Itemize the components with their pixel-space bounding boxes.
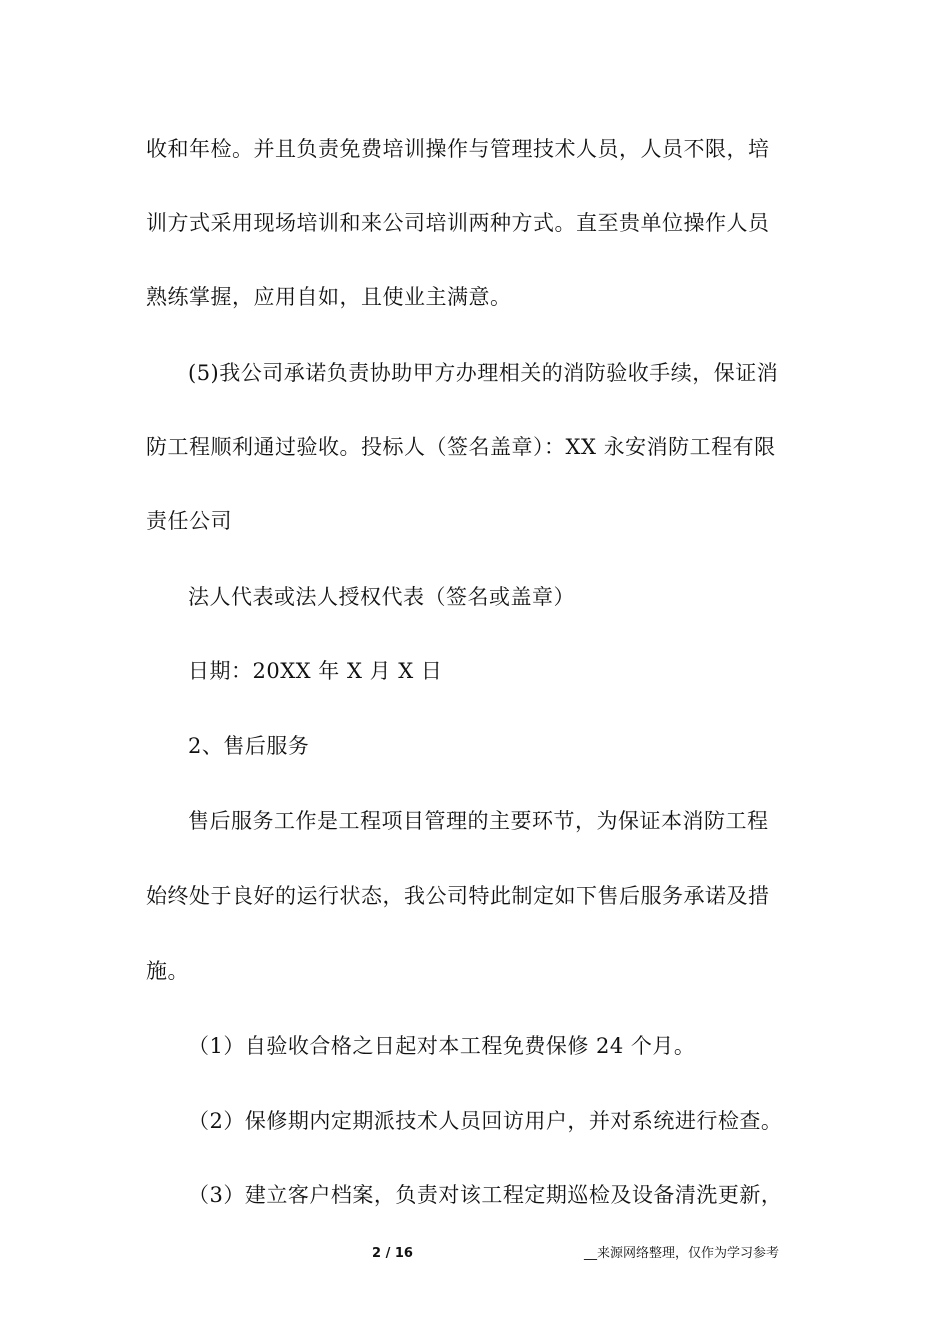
signature-line: 法人代表或法人授权代表（签名或盖章） bbox=[188, 585, 575, 609]
paragraph-line: 防工程顺利通过验收。投标人（签名盖章）：XX 永安消防工程有限 bbox=[146, 435, 776, 459]
paragraph-line: 售后服务工作是工程项目管理的主要环节，为保证本消防工程 bbox=[188, 809, 769, 833]
paragraph-line: (5)我公司承诺负责协助甲方办理相关的消防验收手续，保证消 bbox=[188, 361, 779, 385]
paragraph-line: 熟练掌握，应用自如，且使业主满意。 bbox=[146, 285, 512, 309]
section-heading: 2、售后服务 bbox=[188, 734, 310, 758]
paragraph-line: 责任公司 bbox=[146, 509, 232, 533]
date-line: 日期：20XX 年 X 月 X 日 bbox=[188, 659, 443, 683]
source-note: __来源网络整理，仅作为学习参考 bbox=[584, 1246, 780, 1261]
paragraph-line: 始终处于良好的运行状态，我公司特此制定如下售后服务承诺及措 bbox=[146, 884, 770, 908]
page-number: 2 / 16 bbox=[372, 1246, 413, 1261]
paragraph-line: 训方式采用现场培训和来公司培训两种方式。直至贵单位操作人员 bbox=[146, 211, 770, 235]
list-item: （3）建立客户档案，负责对该工程定期巡检及设备清洗更新， bbox=[188, 1183, 783, 1207]
paragraph-line: 施。 bbox=[146, 959, 189, 983]
list-item: （2）保修期内定期派技术人员回访用户，并对系统进行检查。 bbox=[188, 1109, 783, 1133]
list-item: （1）自验收合格之日起对本工程免费保修 24 个月。 bbox=[188, 1034, 696, 1058]
paragraph-line: 收和年检。并且负责免费培训操作与管理技术人员，人员不限，培 bbox=[146, 137, 770, 161]
